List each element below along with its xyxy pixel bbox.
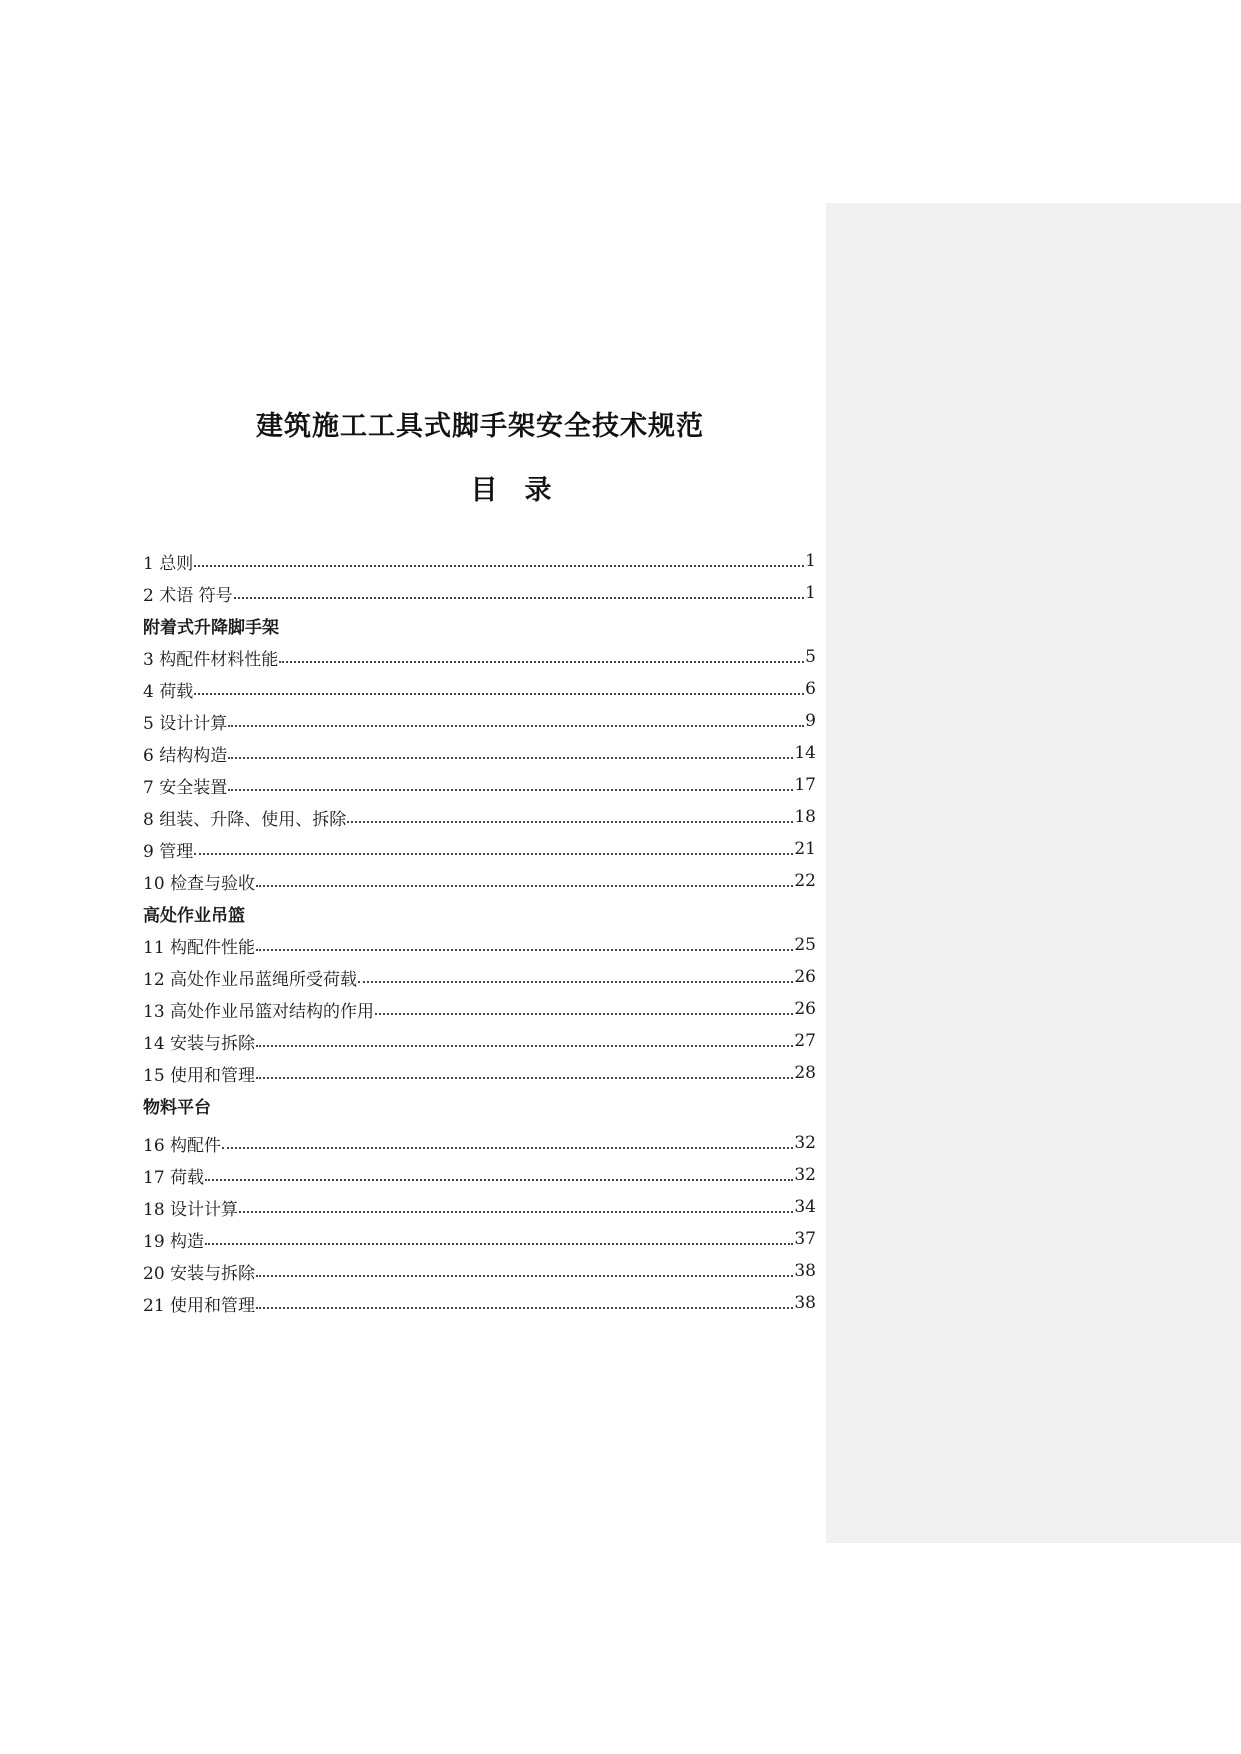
toc-entry[interactable] — [143, 1159, 816, 1191]
toc-entry-label: 17 荷载 — [143, 1167, 205, 1188]
toc-entry[interactable] — [143, 1025, 816, 1057]
toc-entry[interactable] — [143, 801, 816, 833]
toc-entry[interactable] — [143, 673, 816, 705]
toc-entry-label: 19 构造 — [143, 1231, 205, 1252]
toc-entry-page-number: 6 — [805, 679, 816, 699]
toc-entry[interactable] — [143, 1223, 816, 1255]
toc-entry-page-number: 1 — [805, 551, 816, 571]
toc-entry-page-number: 26 — [794, 967, 816, 987]
toc-dot-leader — [205, 1223, 793, 1255]
table-of-contents — [143, 545, 816, 1319]
toc-entry-page-number: 38 — [794, 1261, 816, 1281]
toc-dot-leader — [239, 1191, 793, 1223]
toc-dot-leader — [228, 705, 804, 737]
toc-entry-label: 4 荷载 — [143, 681, 194, 702]
toc-entry-page-number: 17 — [794, 775, 816, 795]
toc-entry-page-number: 28 — [794, 1063, 816, 1083]
toc-entry-label: 6 结构构造 — [143, 745, 228, 766]
toc-dot-leader — [228, 769, 793, 801]
toc-dot-leader — [358, 961, 793, 993]
toc-entry-page-number: 14 — [794, 743, 816, 763]
toc-entry-page-number: 22 — [794, 871, 816, 891]
toc-entry-page-number: 9 — [805, 711, 816, 731]
toc-entry-label: 20 安装与拆除 — [143, 1263, 256, 1284]
toc-dot-leader — [256, 1255, 793, 1287]
toc-entry[interactable] — [143, 577, 816, 609]
toc-entry-label: 16 构配件 — [143, 1135, 222, 1156]
toc-entry-label: 1 总则 — [143, 553, 194, 574]
toc-dot-leader — [256, 1287, 793, 1319]
toc-entry-label: 15 使用和管理 — [143, 1065, 256, 1086]
toc-dot-leader — [205, 1159, 793, 1191]
toc-dot-leader — [194, 833, 793, 865]
toc-section-heading: 物料平台 — [143, 1097, 211, 1118]
toc-entry-label: 13 高处作业吊篮对结构的作用 — [143, 1001, 375, 1022]
toc-entry[interactable] — [143, 1287, 816, 1319]
toc-entry-label: 7 安全装置 — [143, 777, 228, 798]
toc-entry[interactable] — [143, 993, 816, 1025]
toc-entry[interactable] — [143, 641, 816, 673]
toc-entry-page-number: 38 — [794, 1293, 816, 1313]
toc-entry-page-number: 21 — [794, 839, 816, 859]
toc-entry[interactable] — [143, 705, 816, 737]
toc-entry-page-number: 32 — [794, 1165, 816, 1185]
toc-entry-page-number: 18 — [794, 807, 816, 827]
toc-entry-label: 12 高处作业吊蓝绳所受荷载 — [143, 969, 358, 990]
toc-entry-label: 8 组装、升降、使用、拆除 — [143, 809, 347, 830]
document-title: 建筑施工工具式脚手架安全技术规范 — [256, 411, 704, 442]
toc-heading: 目 录 — [470, 475, 552, 506]
toc-entry-label: 14 安装与拆除 — [143, 1033, 256, 1054]
toc-entry-label: 3 构配件材料性能 — [143, 649, 279, 670]
toc-dot-leader — [375, 993, 793, 1025]
toc-dot-leader — [256, 1025, 793, 1057]
toc-dot-leader — [256, 929, 793, 961]
toc-dot-leader — [256, 1057, 793, 1089]
toc-section-heading: 高处作业吊篮 — [143, 905, 245, 926]
toc-entry-page-number: 32 — [794, 1133, 816, 1153]
toc-entry-label: 2 术语 符号 — [143, 585, 233, 606]
toc-dot-leader — [194, 545, 804, 577]
toc-dot-leader — [234, 577, 805, 609]
toc-entry[interactable] — [143, 769, 816, 801]
toc-entry-page-number: 37 — [794, 1229, 816, 1249]
toc-entry-label: 10 检查与验收 — [143, 873, 256, 894]
toc-dot-leader — [279, 641, 804, 673]
toc-entry-label: 18 设计计算 — [143, 1199, 239, 1220]
toc-entry-label: 11 构配件性能 — [143, 937, 256, 958]
toc-entry-label: 9 管理 — [143, 841, 194, 862]
toc-entry[interactable] — [143, 961, 816, 993]
toc-entry-page-number: 26 — [794, 999, 816, 1019]
toc-entry[interactable] — [143, 1255, 816, 1287]
toc-entry-label: 5 设计计算 — [143, 713, 228, 734]
toc-entry-label: 21 使用和管理 — [143, 1295, 256, 1316]
toc-entry-page-number: 25 — [794, 935, 816, 955]
toc-dot-leader — [194, 673, 804, 705]
toc-entry-page-number: 34 — [794, 1197, 816, 1217]
toc-entry[interactable] — [143, 1191, 816, 1223]
toc-entry[interactable] — [143, 545, 816, 577]
toc-entry-page-number: 27 — [794, 1031, 816, 1051]
toc-dot-leader — [347, 801, 793, 833]
toc-entry[interactable] — [143, 833, 816, 865]
toc-entry[interactable] — [143, 1057, 816, 1089]
toc-entry[interactable] — [143, 865, 816, 897]
toc-entry[interactable] — [143, 737, 816, 769]
toc-dot-leader — [228, 737, 793, 769]
toc-entry-page-number: 5 — [805, 647, 816, 667]
toc-entry[interactable] — [143, 929, 816, 961]
toc-dot-leader — [222, 1127, 793, 1159]
toc-entry[interactable] — [143, 1127, 816, 1159]
toc-dot-leader — [256, 865, 793, 897]
toc-entry-page-number: 1 — [805, 583, 816, 603]
toc-section-heading: 附着式升降脚手架 — [143, 617, 279, 638]
